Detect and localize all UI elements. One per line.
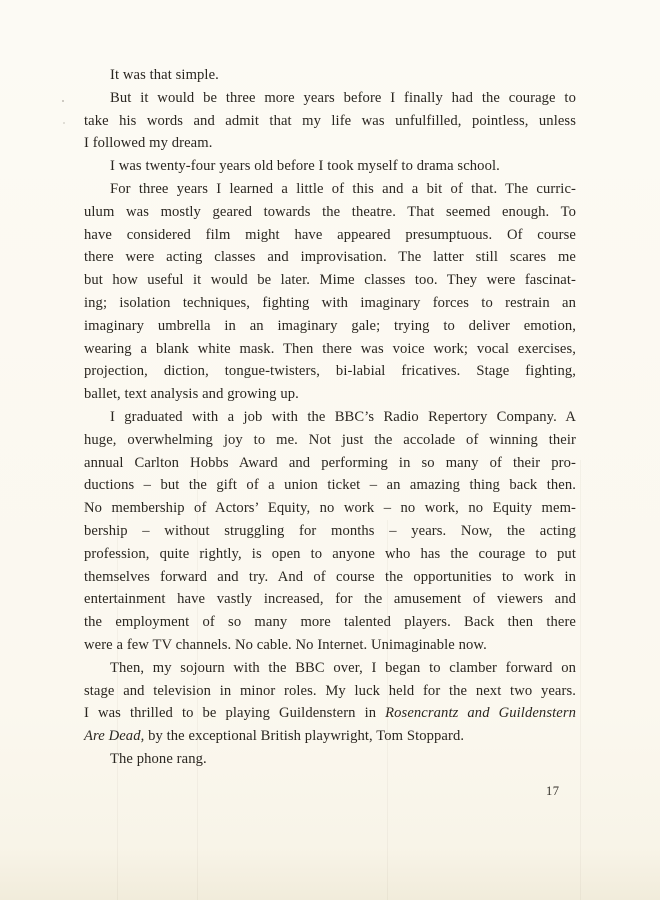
text-line xyxy=(84,474,576,497)
text-line xyxy=(84,520,576,543)
text-line xyxy=(84,452,576,475)
text-line xyxy=(84,702,576,725)
scan-streak xyxy=(197,470,198,900)
text-segment: ing; isolation techniques, fighting with imaginary forces to restrain an xyxy=(84,294,576,311)
scan-speck xyxy=(63,122,65,124)
text-segment: imaginary umbrella in an imaginary gale; trying to deliver emotion, xyxy=(84,317,576,334)
text-segment: have considered film might have appeared presumptuous. Of course xyxy=(84,226,576,243)
scan-speck xyxy=(62,100,64,102)
text-segment: I graduated with a job with the BBC’s Radio Repertory Company. A xyxy=(110,408,576,425)
text-segment: but how useful it would be later. Mime classes too. They were fascinat- xyxy=(84,272,576,289)
text-line xyxy=(84,429,576,452)
text-line xyxy=(84,87,576,110)
scan-streak xyxy=(117,500,118,900)
text-segment: bership – without struggling for months – years. Now, the acting xyxy=(84,522,576,539)
text-segment: stage and television in minor roles. My luck held for the next two years. xyxy=(84,682,576,699)
text-line xyxy=(84,224,576,247)
text-segment: ulum was mostly geared towards the theatre. That seemed enough. To xyxy=(84,203,576,220)
text-segment: ductions – but the gift of a union ticket – an amazing thing back then. xyxy=(84,477,576,494)
text-segment: profession, quite rightly, is open to anyone who has the courage to put xyxy=(84,545,576,562)
text-segment: themselves forward and try. And of course the opportunities to work in xyxy=(84,568,576,585)
text-segment: there were acting classes and improvisation. The latter still scares me xyxy=(84,249,576,266)
italic-text-segment: Rosencrantz and Guildenstern xyxy=(385,705,577,722)
text-segment: huge, overwhelming joy to me. Not just the accolade of winning their xyxy=(84,431,576,448)
text-line xyxy=(84,566,576,589)
scan-streak xyxy=(580,460,581,900)
text-segment: Then, my sojourn with the BBC over, I began to clamber forward on xyxy=(110,659,576,676)
text-line xyxy=(84,178,576,201)
text-segment: take his words and admit that my life was unfulfilled, pointless, unless xyxy=(84,112,576,129)
text-segment: projection, diction, tongue-twisters, bi-labial fricatives. Stage fighting, xyxy=(84,363,576,380)
text-segment: entertainment have vastly increased, for the amusement of viewers and xyxy=(84,591,576,608)
text-segment: the employment of so many more talented players. Back then there xyxy=(84,614,576,631)
text-line xyxy=(84,338,576,361)
text-line xyxy=(84,155,576,178)
text-line xyxy=(84,406,576,429)
page-number: 17 xyxy=(546,784,560,798)
text-segment: wearing a blank white mask. Then there was voice work; vocal exercises, xyxy=(84,340,576,357)
text-segment: The phone rang. xyxy=(110,750,207,767)
text-line xyxy=(84,132,576,155)
italic-text-segment: Are Dead, xyxy=(84,728,145,745)
text-line xyxy=(84,611,576,634)
text-segment: annual Carlton Hobbs Award and performing in so many of their pro- xyxy=(84,454,576,471)
text-segment: I was thrilled to be playing Guildenstern in xyxy=(84,705,386,722)
text-line xyxy=(84,360,576,383)
text-segment: For three years I learned a little of this and a bit of that. The curric- xyxy=(110,180,576,197)
text-line xyxy=(84,201,576,224)
text-line xyxy=(84,543,576,566)
text-line xyxy=(84,110,576,133)
text-line xyxy=(84,634,576,657)
text-line xyxy=(84,315,576,338)
page-text xyxy=(84,64,576,771)
text-segment: It was that simple. xyxy=(110,67,219,83)
text-line xyxy=(84,725,576,748)
text-segment: But it would be three more years before I finally had the courage to xyxy=(110,89,576,106)
text-line xyxy=(84,497,576,520)
text-line xyxy=(84,680,576,703)
text-segment: No membership of Actors’ Equity, no work – no work, no Equity mem- xyxy=(84,500,576,517)
text-segment: by the exceptional British playwright, Tom Stoppard. xyxy=(144,728,465,745)
text-line xyxy=(84,657,576,680)
text-segment: ballet, text analysis and growing up. xyxy=(84,386,299,403)
scan-streak xyxy=(387,520,388,900)
text-segment: I was twenty-four years old before I took myself to drama school. xyxy=(110,158,500,175)
text-line xyxy=(84,748,576,771)
text-segment: were a few TV channels. No cable. No Internet. Unimaginable now. xyxy=(84,636,487,653)
text-line xyxy=(84,292,576,315)
text-line xyxy=(84,269,576,292)
text-segment: I followed my dream. xyxy=(84,135,213,152)
text-line xyxy=(84,64,576,87)
text-line xyxy=(84,246,576,269)
text-line xyxy=(84,383,576,406)
text-line xyxy=(84,588,576,611)
